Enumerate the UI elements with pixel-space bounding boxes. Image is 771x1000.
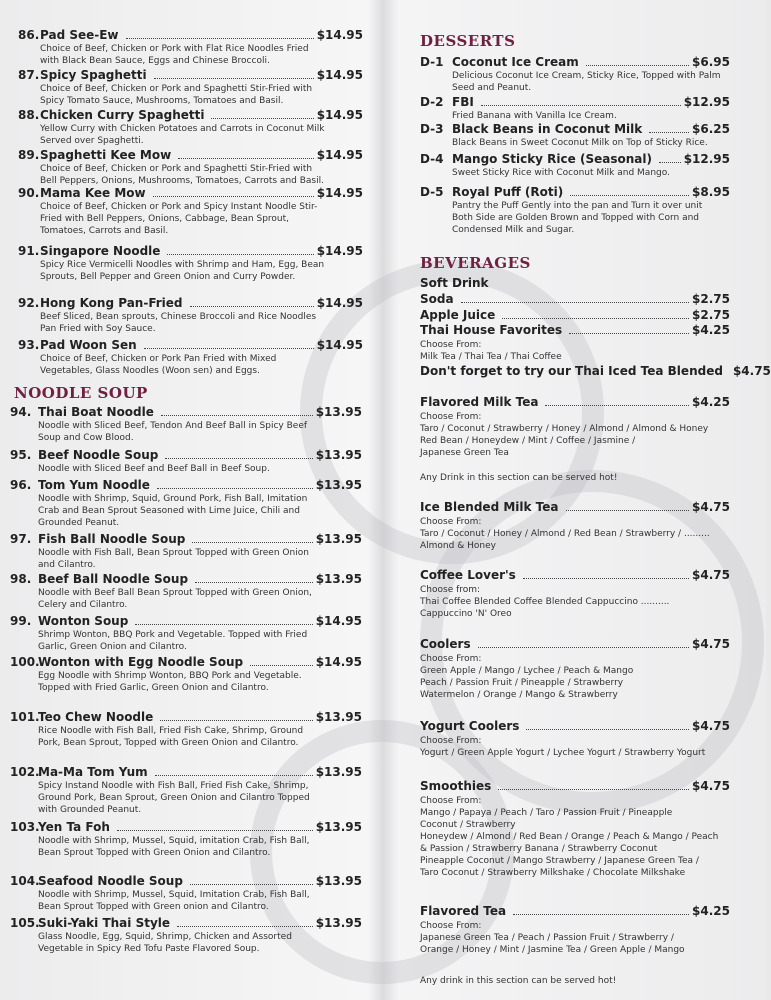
item-description: Choice of Beef, Chicken or Pork and Spicy Instant Noodle Stir-Fried with Bell Peppers, Onions, Cabbage, Bean Sprout, Tomatoes, Carrots and Basil.: [40, 202, 318, 236]
dot-leader: [526, 728, 689, 730]
item-name: Mama Kee Mow: [40, 186, 146, 200]
item-price: $13.95: [315, 478, 362, 492]
menu-item-header: [18, 296, 363, 310]
item-price: $4.75: [692, 719, 730, 733]
item-name: Thai Boat Noodle: [38, 405, 154, 419]
menu-item-header: [10, 916, 362, 930]
item-name: Don't forget to try our Thai Iced Tea Blended: [420, 364, 723, 378]
menu-item-header: [18, 28, 363, 42]
item-name: Beef Ball Noodle Soup: [38, 572, 189, 586]
dot-leader: [135, 623, 312, 625]
menu-item-header: [10, 874, 362, 888]
item-price: $4.25: [692, 323, 730, 337]
menu-item-header: [18, 244, 363, 258]
item-name: Yen Ta Foh: [38, 820, 110, 834]
item-price: $8.95: [692, 185, 730, 199]
item-description: Fried Banana with Vanilla Ice Cream.: [452, 111, 617, 121]
item-name: Suki-Yaki Thai Style: [38, 916, 171, 930]
item-description: Black Beans in Sweet Coconut Milk on Top of Sticky Rice.: [452, 138, 708, 148]
dot-leader: [481, 104, 681, 106]
item-number: 96.: [10, 478, 32, 492]
dot-leader: [566, 509, 690, 511]
item-price: $14.95: [315, 614, 362, 628]
dot-leader: [178, 157, 314, 159]
item-price: $13.95: [315, 820, 362, 834]
dot-leader: [586, 64, 689, 66]
item-description: Egg Noodle with Shrimp Wonton, BBQ Pork and Vegetable. Topped with Fried Garlic, Green Onion and Cilantro.: [38, 671, 302, 693]
item-description: Choose From: Green Apple / Mango / Lychee / Peach & Mango Peach / Passion Fruit / Pineapple / Strawberry Watermelon / Orange / Mango & Strawberry: [420, 654, 634, 700]
item-name: Flavored Milk Tea: [420, 395, 539, 409]
hot-note: Any Drink in this section can be served hot!: [420, 473, 618, 483]
item-name: Thai House Favorites: [420, 323, 563, 337]
item-price: $14.95: [316, 244, 363, 258]
item-number: 93.: [18, 338, 40, 352]
soft-drink-label: Soft Drink: [420, 276, 489, 290]
item-price: $13.95: [315, 710, 362, 724]
item-number: 103.: [10, 820, 40, 834]
item-price: $13.95: [315, 405, 362, 419]
item-name: Coffee Lover's: [420, 568, 516, 582]
menu-item-header: [10, 405, 362, 419]
item-number: 92.: [18, 296, 40, 310]
item-price: $13.95: [315, 874, 362, 888]
item-description: Choice of Beef, Chicken or Pork with Flat Rice Noodles Fried with Black Bean Sauce, Eggs and Chinese Broccoli.: [40, 44, 309, 66]
item-description: Yellow Curry with Chicken Potatoes and Carrots in Coconut Milk Served over Spaghetti.: [40, 124, 325, 146]
item-description: Choose From: Taro / Coconut / Honey / Almond / Red Bean / Strawberry / ......... Almond & Honey: [420, 517, 710, 551]
item-name: Coconut Ice Cream: [452, 55, 579, 69]
item-price: $14.95: [316, 68, 363, 82]
menu-item-header: [18, 338, 363, 352]
dot-leader: [478, 646, 689, 648]
dot-leader: [569, 332, 689, 334]
item-description: Choose From: Japanese Green Tea / Peach / Passion Fruit / Strawberry / Orange / Honey / Mint / Jasmine Tea / Green Apple / Mango: [420, 921, 685, 955]
item-description: Noodle with Shrimp, Mussel, Squid, imitation Crab, Fish Ball, Bean Sprout Topped with Green Onion and Cilantro.: [38, 836, 310, 858]
dot-leader: [513, 913, 689, 915]
item-price: $14.95: [316, 108, 363, 122]
item-description: Rice Noodle with Fish Ball, Fried Fish Cake, Shrimp, Ground Pork, Bean Sprout, Topped with Green Onion and Cilantro.: [38, 726, 304, 748]
item-price: $13.95: [315, 765, 362, 779]
dot-leader: [192, 541, 312, 543]
item-number: 94.: [10, 405, 32, 419]
item-price: $4.25: [692, 395, 730, 409]
item-name: Apple Juice: [420, 308, 496, 322]
dot-leader: [190, 883, 313, 885]
item-name: Flavored Tea: [420, 904, 507, 918]
dot-leader: [190, 305, 314, 307]
menu-item-header: [420, 637, 730, 651]
dot-leader: [160, 719, 312, 721]
item-description: Noodle with Shrimp, Squid, Ground Pork, Fish Ball, Imitation Crab and Bean Sprout Seasoned with Lime Juice, Chili and Grounded Peanut.: [38, 494, 308, 528]
dot-leader: [250, 664, 313, 666]
item-name: Fish Ball Noodle Soup: [38, 532, 186, 546]
item-description: Sweet Sticky Rice with Coconut Milk and Mango.: [452, 168, 670, 178]
item-description: Shrimp Wonton, BBQ Pork and Vegetable. Topped with Fried Garlic, Green Onion and Cilantro.: [38, 630, 308, 652]
menu-item-header: [18, 68, 363, 82]
dot-leader: [461, 301, 689, 303]
item-name: Tom Yum Noodle: [38, 478, 150, 492]
item-name: Soda: [420, 292, 454, 306]
item-name: Teo Chew Noodle: [38, 710, 154, 724]
item-description: Beef Sliced, Bean sprouts, Chinese Broccoli and Rice Noodles Pan Fried with Soy Sauce.: [40, 312, 317, 334]
item-name: Smoothies: [420, 779, 492, 793]
item-description: Noodle with Fish Ball, Bean Sprout Topped with Green Onion and Cilantro.: [38, 548, 309, 570]
item-number: 91.: [18, 244, 40, 258]
item-number: 101.: [10, 710, 40, 724]
item-name: Spicy Spaghetti: [40, 68, 147, 82]
item-price: $6.95: [692, 55, 730, 69]
menu-item-header: [420, 185, 730, 199]
item-name: Pad Woon Sen: [40, 338, 137, 352]
menu-item-header: [10, 655, 362, 669]
dot-leader: [155, 774, 313, 776]
item-name: Ice Blended Milk Tea: [420, 500, 559, 514]
item-number: 104.: [10, 874, 40, 888]
item-number: 98.: [10, 572, 32, 586]
item-description: Pantry the Puff Gently into the pan and Turn it over unit Both Side are Golden Brown and Topped with Corn and Condensed Milk and Sugar.: [452, 201, 703, 235]
menu-item-header: [420, 55, 730, 69]
item-price: $14.95: [316, 338, 363, 352]
item-number: D-5: [420, 185, 444, 199]
menu-item-header: [18, 186, 363, 200]
item-name: Chicken Curry Spaghetti: [40, 108, 205, 122]
item-number: 105.: [10, 916, 40, 930]
item-number: 97.: [10, 532, 32, 546]
item-description: Choose From: Yogurt / Green Apple Yogurt / Lychee Yogurt / Strawberry Yogurt: [420, 736, 706, 758]
menu-item-header: [420, 152, 730, 166]
item-description: Noodle with Sliced Beef, Tendon And Beef Ball in Spicy Beef Soup and Cow Blood.: [38, 421, 308, 443]
dot-leader: [177, 925, 313, 927]
dot-leader: [167, 253, 313, 255]
item-description: Choice of Beef, Chicken or Pork and Spaghetti Stir-Fried with Spicy Tomato Sauce, Mushrooms, Tomatoes and Basil.: [40, 84, 313, 106]
item-price: $4.75: [692, 779, 730, 793]
menu-item-header: [420, 500, 730, 514]
menu-item-header: [18, 148, 363, 162]
item-number: 102.: [10, 765, 40, 779]
item-number: 99.: [10, 614, 32, 628]
item-price: $4.75: [692, 568, 730, 582]
item-price: $12.95: [683, 95, 730, 109]
dot-leader: [659, 161, 681, 163]
item-name: Mango Sticky Rice (Seasonal): [452, 152, 652, 166]
item-name: Spaghetti Kee Mow: [40, 148, 172, 162]
menu-item-header: [420, 308, 730, 322]
item-description: Choice of Beef, Chicken or Pork Pan Fried with Mixed Vegetables, Glass Noodles (Woon sen) and Eggs.: [40, 354, 277, 376]
dot-leader: [153, 195, 314, 197]
item-name: Seafood Noodle Soup: [38, 874, 183, 888]
item-name: Ma-Ma Tom Yum: [38, 765, 148, 779]
menu-item-header: [10, 478, 362, 492]
menu-item-header: [10, 820, 362, 834]
item-description: Delicious Coconut Ice Cream, Sticky Rice, Topped with Palm Seed and Peanut.: [452, 71, 721, 93]
item-price: $14.95: [316, 28, 363, 42]
item-description: Choose From: Taro / Coconut / Strawberry / Honey / Almond / Almond & Honey Red Bean / Honeydew / Mint / Coffee / Jasmine / Japanese Green Tea: [420, 412, 709, 458]
menu-item-header: [420, 95, 730, 109]
dot-leader: [157, 487, 313, 489]
dot-leader: [117, 829, 313, 831]
item-description: Choice of Beef, Chicken or Pork and Spaghetti Stir-Fried with Bell Peppers, Onions, Mushrooms, Tomatoes, Carrots and Basil.: [40, 164, 324, 186]
item-name: FBI: [452, 95, 474, 109]
item-price: $4.25: [692, 904, 730, 918]
item-price: $14.95: [315, 655, 362, 669]
item-price: $2.75: [692, 292, 730, 306]
dot-leader: [126, 37, 314, 39]
item-number: D-3: [420, 122, 444, 136]
item-name: Wonton Soup: [38, 614, 129, 628]
item-description: Noodle with Beef Ball Bean Sprout Topped with Green Onion, Celery and Cilantro.: [38, 588, 312, 610]
item-description: Choose From: Mango / Papaya / Peach / Taro / Passion Fruit / Pineapple Coconut / Strawberry Honeydew / Almond / Red Bean / Orange / Peach & Mango / Peach & Passion / Strawberry Banana / Strawberry Coconut Pineapple Coconut / Mango Strawberry / Japanese Green Tea / Taro Coconut / Strawberry Milkshake / Chocolate Milkshake: [420, 796, 719, 878]
dot-leader: [154, 77, 314, 79]
item-name: Royal Puff (Roti): [452, 185, 564, 199]
menu-item-header: [10, 572, 362, 586]
item-price: $4.75: [692, 500, 730, 514]
menu-item-header: [10, 765, 362, 779]
dot-leader: [161, 414, 313, 416]
item-description: Spicy Instand Noodle with Fish Ball, Fried Fish Cake, Shrimp, Ground Pork, Bean Sprout, Green Onion and Cilantro Topped with Grounded Peanut.: [38, 781, 310, 815]
item-number: D-2: [420, 95, 444, 109]
item-name: Singapore Noodle: [40, 244, 161, 258]
item-price: $13.95: [315, 448, 362, 462]
item-name: Hong Kong Pan-Fried: [40, 296, 183, 310]
dot-leader: [649, 131, 689, 133]
item-description: Noodle with Sliced Beef and Beef Ball in Beef Soup.: [38, 464, 270, 474]
item-number: 89.: [18, 148, 40, 162]
item-price: $12.95: [683, 152, 730, 166]
dot-leader: [144, 347, 314, 349]
item-price: $6.25: [692, 122, 730, 136]
item-name: Pad See-Ew: [40, 28, 119, 42]
item-price: $14.95: [316, 148, 363, 162]
dot-leader: [502, 317, 689, 319]
item-name: Beef Noodle Soup: [38, 448, 159, 462]
item-number: 95.: [10, 448, 32, 462]
item-name: Coolers: [420, 637, 471, 651]
item-number: 100.: [10, 655, 40, 669]
menu-item-header: [420, 395, 730, 409]
menu-item-header: [420, 779, 730, 793]
menu-item-header: [10, 532, 362, 546]
menu-item-header: [420, 122, 730, 136]
item-price: $4.75: [692, 637, 730, 651]
item-name: Black Beans in Coconut Milk: [452, 122, 643, 136]
dot-leader: [523, 577, 689, 579]
hot-note: Any drink in this section can be served hot!: [420, 976, 617, 986]
item-price: $14.95: [316, 186, 363, 200]
section-title-noodle-soup: NOODLE SOUP: [14, 384, 148, 402]
item-description: Choose from: Thai Coffee Blended Coffee Blended Cappuccino .......... Cappuccino 'N' Oreo: [420, 585, 670, 619]
menu-item-header: [420, 323, 730, 337]
item-description: Choose From: Milk Tea / Thai Tea / Thai Coffee: [420, 340, 562, 362]
menu-item-header: [10, 448, 362, 462]
menu-item-header: [420, 292, 730, 306]
item-price: $13.95: [315, 916, 362, 930]
menu-item-header: [18, 108, 363, 122]
item-price: $13.95: [315, 532, 362, 546]
item-price: $14.95: [316, 296, 363, 310]
item-number: 90.: [18, 186, 40, 200]
dot-leader: [165, 457, 312, 459]
menu-item-header: [420, 904, 730, 918]
item-name: Yogurt Coolers: [420, 719, 520, 733]
item-name: Wonton with Egg Noodle Soup: [38, 655, 244, 669]
dot-leader: [195, 581, 313, 583]
item-number: D-4: [420, 152, 444, 166]
dot-leader: [545, 404, 689, 406]
menu-item-header: [10, 710, 362, 724]
section-title-desserts: DESSERTS: [420, 32, 516, 50]
dot-leader: [570, 194, 689, 196]
item-number: D-1: [420, 55, 444, 69]
item-description: Spicy Rice Vermicelli Noodles with Shrimp and Ham, Egg, Bean Sprouts, Bell Pepper and Green Onion and Curry Powder.: [40, 260, 325, 282]
menu-item-header: [420, 568, 730, 582]
item-price: $4.75: [732, 364, 771, 378]
section-title-beverages: BEVERAGES: [420, 254, 531, 272]
item-price: $2.75: [692, 308, 730, 322]
menu-item-header: [420, 719, 730, 733]
dot-leader: [211, 117, 313, 119]
dot-leader: [498, 788, 689, 790]
menu-item-header: [10, 614, 362, 628]
menu-item-header: [420, 364, 771, 378]
item-description: Glass Noodle, Egg, Squid, Shrimp, Chicken and Assorted Vegetable in Spicy Red Tofu Paste Flavored Soup.: [38, 932, 292, 954]
item-number: 88.: [18, 108, 40, 122]
item-number: 87.: [18, 68, 40, 82]
item-description: Noodle with Shrimp, Mussel, Squid, Imitation Crab, Fish Ball, Bean Sprout Topped with Green onion and Cilantro.: [38, 890, 310, 912]
item-number: 86.: [18, 28, 40, 42]
item-price: $13.95: [315, 572, 362, 586]
